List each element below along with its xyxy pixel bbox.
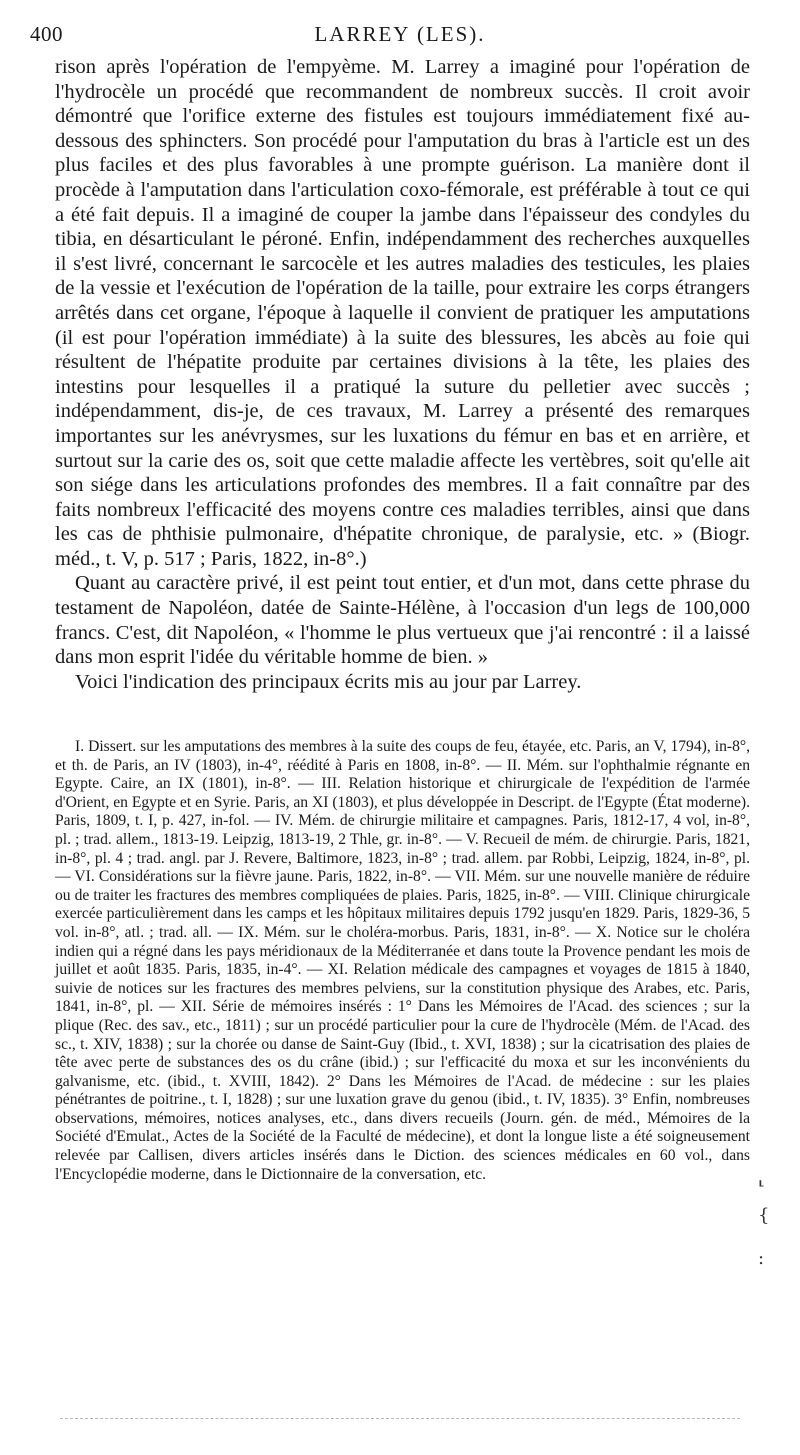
paragraph-works-intro: Voici l'indication des principaux écrits mis au jour par Larrey.: [75, 670, 582, 693]
paragraph-napoleon-quote: Quant au caractère privé, il est peint tout entier, et d'un mot, dans cette phrase du testament de Napoléon, datée de Sainte-Hélène, à l'occasion d'un legs de 100,000 francs. C'est, dit Napoléon, « l'homme le plus vertueux que j'ai rencontré : il a laissé dans mon esprit l'idée du véritable homme de bien. »: [55, 572, 750, 669]
margin-mark-icon: :: [758, 1248, 765, 1269]
running-title: LARREY (LES).: [314, 22, 486, 46]
margin-mark-icon: ⸤: [758, 1168, 766, 1189]
margin-bracket-icon: {: [758, 1205, 770, 1226]
bottom-rule: [60, 1418, 740, 1419]
paragraph-continued: rison après l'opération de l'empyème. M. Larrey a imaginé pour l'opération de l'hydrocèle un procédé que recommandent de nombreux succès. Il croit avoir démontré que l'orifice externe des fistules est toujours immédiatement fixé au-dessous des sphincters. Son procédé pour l'amputation du bras à l'article est un des plus faciles et des plus favorables à une prompte guérison. La manière dont il procède à l'amputation dans l'articulation coxo-fémorale, est préférable à tout ce qui a été fait depuis. Il a imaginé de couper la jambe dans l'épaisseur des condyles du tibia, en désarticulant le péroné. Enfin, indépendamment des recherches auxquelles il s'est livré, concernant le sarcocèle et les autres maladies des testicules, les plaies de la vessie et l'exécution de l'opération de la taille, pour extraire les corps étrangers arrêtés dans cet organe, l'époque à laquelle il convient de pratiquer les amputations (il est pour l'opération immédiate) à la suite des blessures, les abcès au foie qui résultent de l'hépatite produite par certaines divisions à la tête, les plaies des intestins pour lesquelles il a pratiqué la suture du pelletier avec succès ; indépendamment, dis-je, de ces travaux, M. Larrey a présenté des remarques importantes sur les anévrysmes, sur les luxations du fémur en bas et en arrière, et surtout sur la carie des os, soit que cette maladie affecte les vertèbres, soit qu'elle ait son siége dans les articulations profondes des membres. Il a fait connaître par des faits nombreux l'efficacité des moyens contre ces maladies terribles, ainsi que dans les cas de phthisie pulmonaire, d'hépatite chronique, de paralysie, etc. » (Biogr. méd., t. V, p. 517 ; Paris, 1822, in-8°.): [55, 56, 750, 570]
works-list: I. Dissert. sur les amputations des membres à la suite des coups de feu, étayée, etc. Paris, an V, 1794), in-8°, et th. de Paris, an IV (1803), in-4°, réédité à Paris en 1808, in-8°. — II. Mém. sur l'ophthalmie régnante en Egypte. Caire, an IX (1801), in-8°. — III. Relation historique et chirurgicale de l'expédition de l'armée d'Orient, en Egypte et en Syrie. Paris, an XI (1803), et plus développée in Descript. de l'Egypte (État moderne). Paris, 1809, t. I, p. 427, in-fol. — IV. Mém. de chirurgie militaire et campagnes. Paris, 1812-17, 4 vol, in-8°, pl. ; trad. allem., 1813-19. Leipzig, 1813-19, 2 Thle, gr. in-8°. — V. Recueil de mém. de chirurgie. Paris, 1821, in-8°, pl. 4 ; trad. angl. par J. Revere, Baltimore, 1823, in-8° ; trad. allem. par Robbi, Leipzig, 1824, in-8°, pl. — VI. Considérations sur la fièvre jaune. Paris, 1822, in-8°. — VII. Mém. sur une nouvelle manière de réduire ou de traiter les fractures des membres compliquées de plaies. Paris, 1825, in-8°. — VIII. Clinique chirurgicale exercée particulièrement dans les camps et les hôpitaux militaires depuis 1792 jusqu'en 1829. Paris, 1829-36, 5 vol. in-8°, atl. ; trad. all. — IX. Mém. sur le choléra-morbus. Paris, 1831, in-8°. — X. Notice sur le choléra indien qui a régné dans les pays méridionaux de la Méditerranée et dans toute la Provence pendant les mois de juillet et août 1835. Paris, 1835, in-4°. — XI. Relation médicale des campagnes et voyages de 1815 à 1840, suivie de notices sur les fractures des membres pelviens, sur la constitution physique des Arabes, etc. Paris, 1841, in-8°, pl. — XII. Série de mémoires insérés : 1° Dans les Mémoires de l'Acad. des sciences ; sur la plique (Rec. des sav., etc., 1811) ; sur un procédé particulier pour la cure de l'hydrocèle (Mém. de l'Acad. des sc., t. XIV, 1838) ; sur la chorée ou danse de Saint-Guy (Ibid., t. XVI, 1838) ; sur la cicatrisation des plaies de tête avec perte de substances des os du crâne (ibid.) ; sur l'efficacité du moxa et sur les inconvénients du galvanisme, etc. (ibid., t. XVIII, 1842). 2° Dans les Mémoires de l'Acad. de médecine : sur les plaies pénétrantes de poitrine., t. I, 1828) ; sur une luxation grave du genou (ibid., t. IV, 1835). 3° Enfin, nombreuses observations, mémoires, notices analyses, etc., dans divers recueils (Journ. gén. de méd., Mémoires de la Société d'Emulat., Actes de la Société de la Faculté de médecine), et dont la longue liste a été soigneusement relevée par Callisen, divers articles insérés dans le Diction. des sciences médicales en 60 vol., dans l'Encyclopédie moderne, dans le Dictionnaire de la conversation, etc.: [55, 738, 751, 1183]
main-text: [55, 55, 750, 694]
bibliography-notes: [55, 738, 750, 1184]
page-header: [30, 22, 770, 52]
page-number: 400: [30, 22, 63, 46]
